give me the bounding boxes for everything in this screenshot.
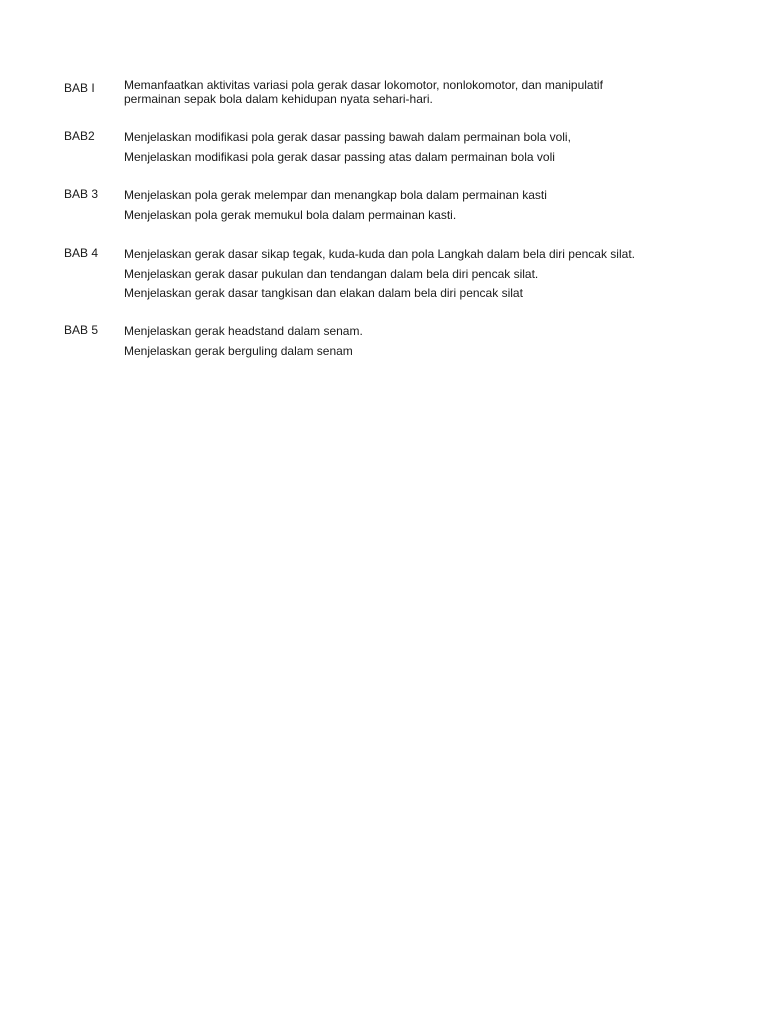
chapter-label: BAB 4 [64, 246, 99, 260]
chapter-label: BAB2 [64, 129, 95, 143]
description-line: Menjelaskan pola gerak melempar dan menangkap bola dalam permainan kasti [124, 188, 547, 202]
description-line: Menjelaskan gerak berguling dalam senam [124, 343, 353, 358]
chapter-label: BAB 3 [64, 187, 99, 201]
description-line: Menjelaskan modifikasi pola gerak dasar passing bawah dalam permainan bola voli, [124, 130, 571, 144]
chapter-description [124, 245, 724, 304]
description-line: Menjelaskan modifikasi pola gerak dasar passing atas dalam permainan bola voli [124, 149, 555, 164]
description-line: Menjelaskan pola gerak memukul bola dalam permainan kasti. [124, 207, 457, 222]
chapter-label: BAB 5 [64, 323, 99, 337]
description-line: Menjelaskan gerak dasar sikap tegak, kuda-kuda dan pola Langkah dalam bela diri pencak silat. [124, 247, 635, 261]
description-line: Memanfaatkan aktivitas variasi pola gerak dasar lokomotor, nonlokomotor, dan manipulatif [124, 78, 603, 92]
description-line: Menjelaskan gerak dasar tangkisan dan elakan dalam bela diri pencak silat [124, 286, 523, 300]
chapter-label: BAB I [64, 81, 95, 95]
chapter-description [124, 186, 724, 225]
description-line: permainan sepak bola dalam kehidupan nyata sehari-hari. [124, 92, 433, 106]
chapter-description [124, 78, 724, 106]
chapter-description [124, 128, 724, 167]
description-line: Menjelaskan gerak headstand dalam senam. [124, 324, 363, 338]
description-line: Menjelaskan gerak dasar pukulan dan tendangan dalam bela diri pencak silat. [124, 266, 539, 281]
chapter-description [124, 322, 724, 361]
